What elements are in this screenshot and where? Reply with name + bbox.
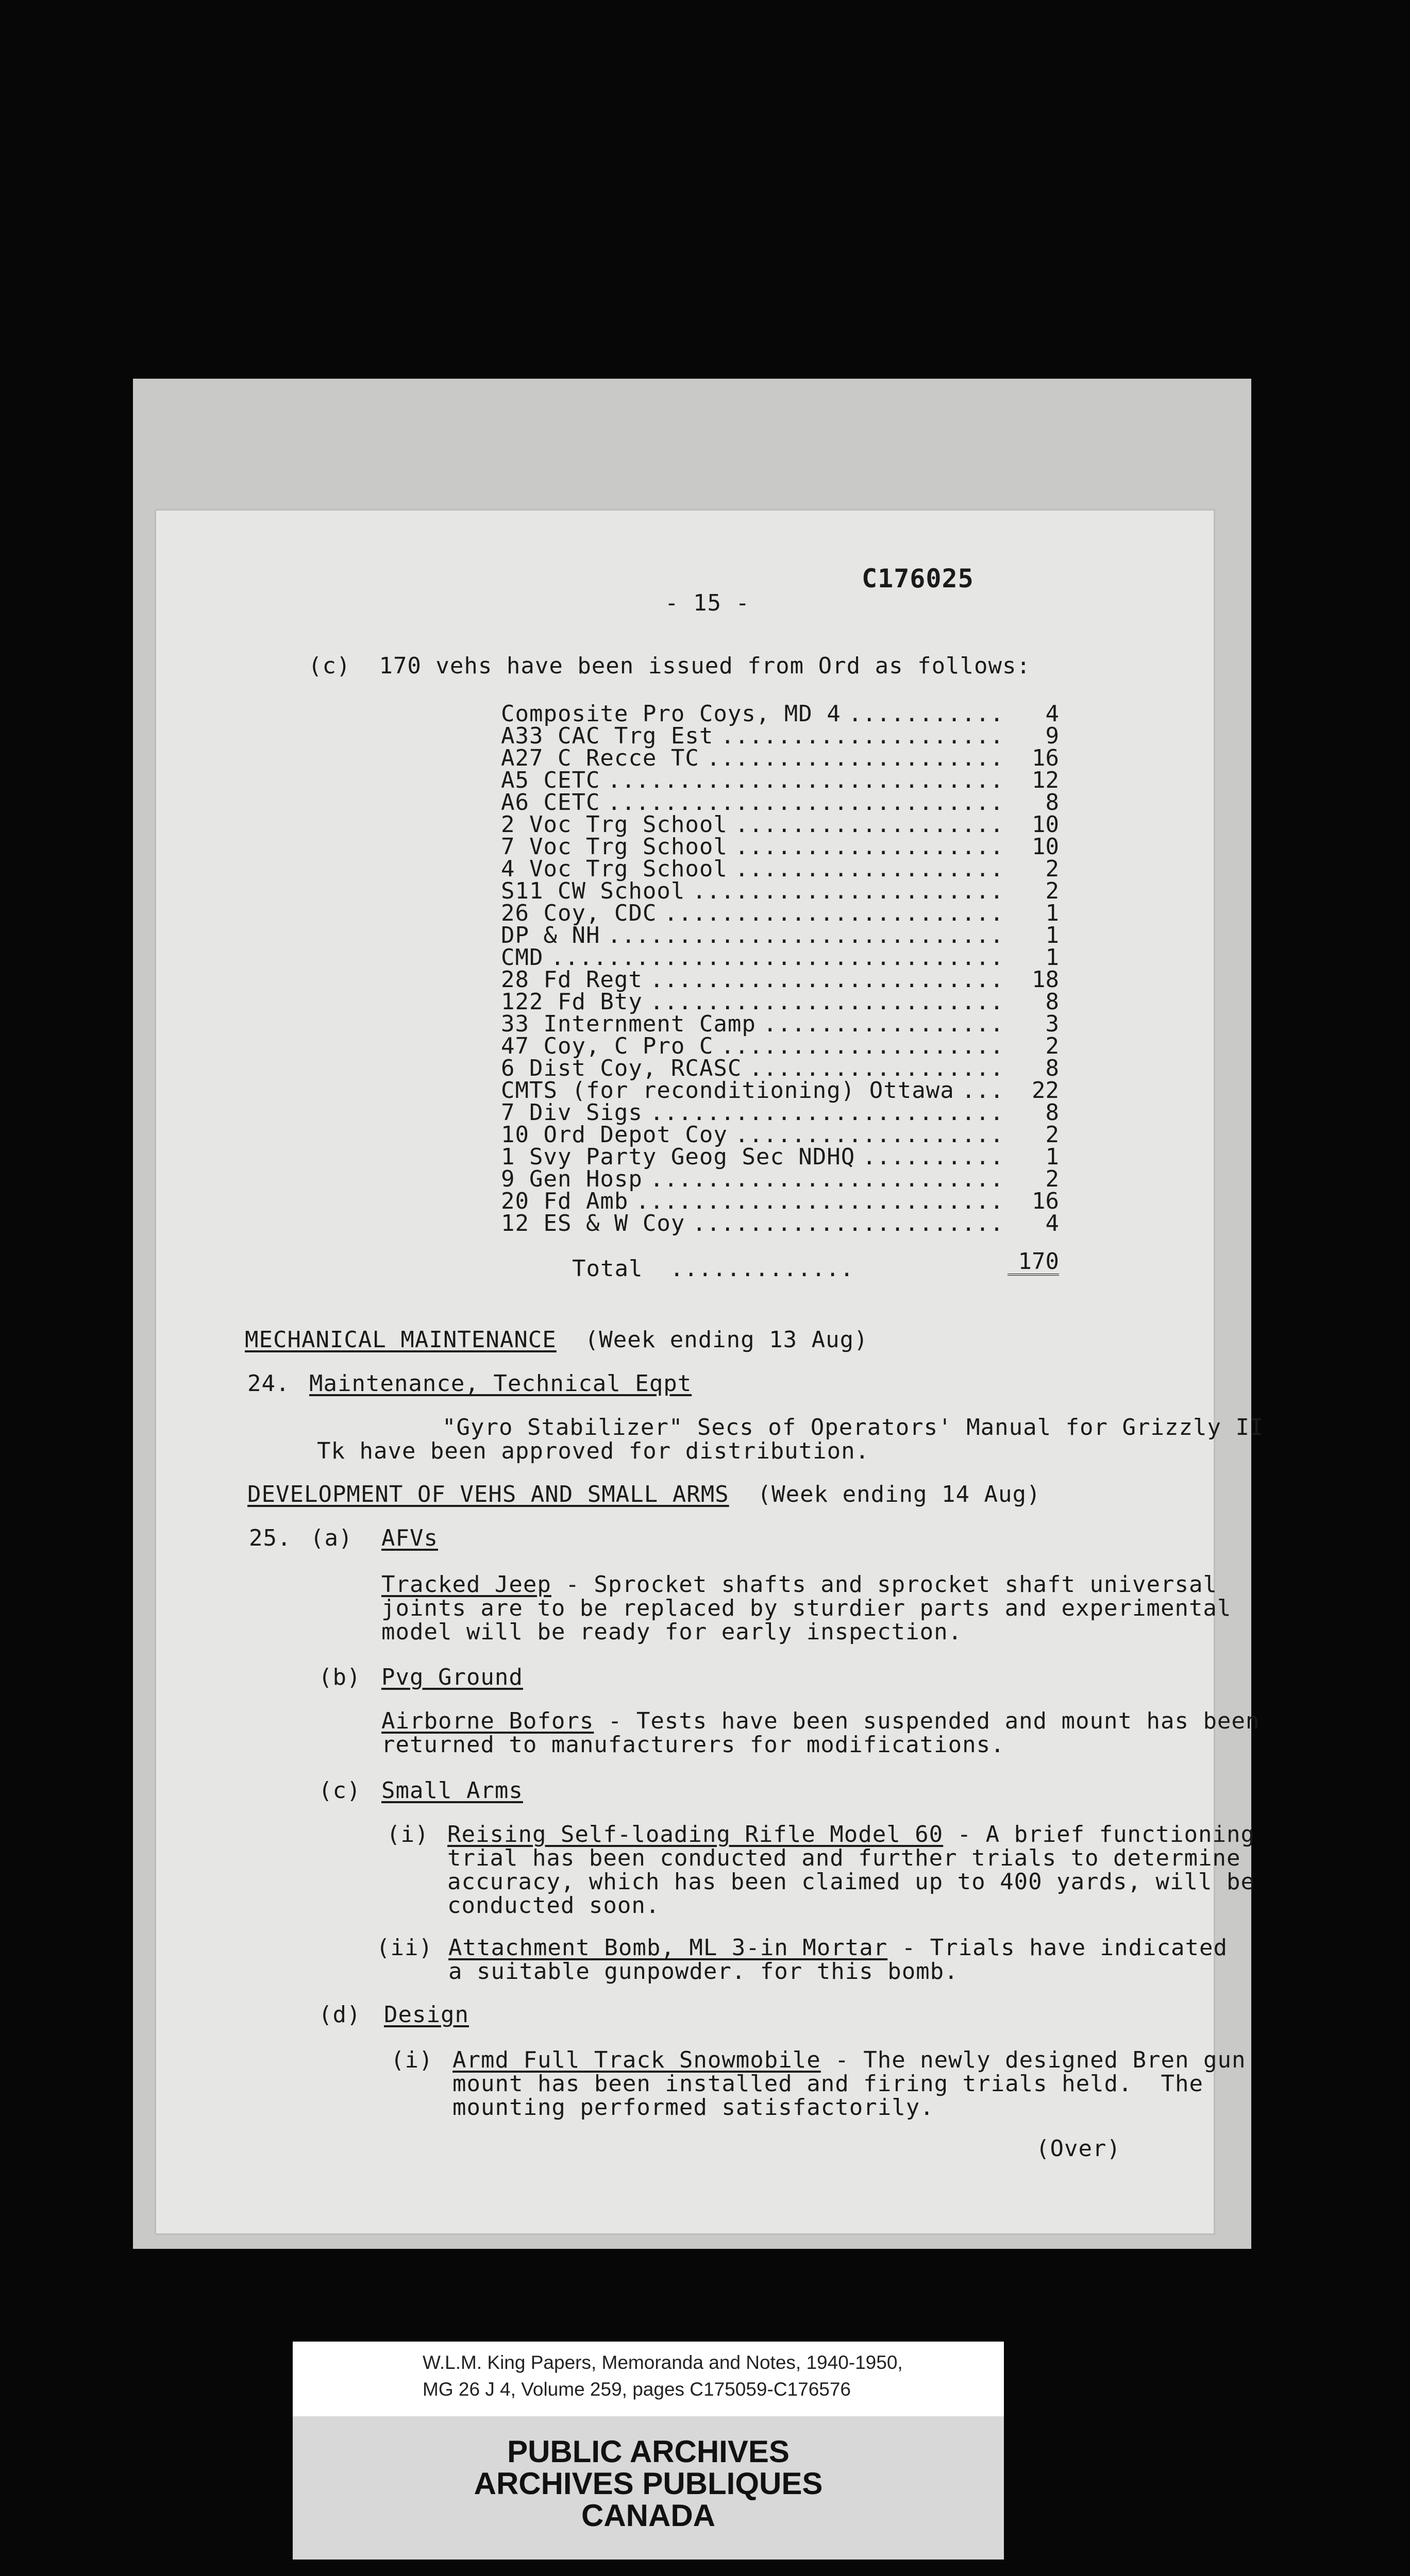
issue-quantity: 1 xyxy=(1045,922,1059,948)
issue-quantity: 1 xyxy=(1045,1144,1059,1170)
issue-leader: ......................... xyxy=(650,967,1004,993)
stamp-line-2: ARCHIVES PUBLIQUES xyxy=(474,2466,823,2501)
issue-quantity: 4 xyxy=(1045,1210,1059,1236)
archive-reference-line-2: MG 26 J 4, Volume 259, pages C175059-C176576 xyxy=(423,2379,851,2400)
mechanical-maintenance-heading xyxy=(245,1328,868,1352)
stamp-line-1: PUBLIC ARCHIVES xyxy=(507,2434,790,2469)
total-leader: ............. xyxy=(670,1256,854,1282)
issue-unit: 7 Div Sigs xyxy=(501,1099,643,1126)
issue-quantity: 8 xyxy=(1045,789,1059,816)
document-page xyxy=(155,509,1264,2235)
sub-c-i-text: - A brief functioning xyxy=(943,1821,1255,1848)
para-24-text: "Gyro Stabilizer" Secs of Operators' Manual for Grizzly II xyxy=(442,1414,1264,1440)
issue-leader: ............................ xyxy=(607,767,1004,793)
page-number: - 15 - xyxy=(665,590,750,616)
para-24-number: 24. xyxy=(247,1370,290,1397)
issue-quantity: 8 xyxy=(1045,989,1059,1015)
para-24-title: Maintenance, Technical Eqpt xyxy=(309,1370,692,1397)
issue-leader: ...................... xyxy=(692,1210,1004,1236)
sub-c-i-text: accuracy, which has been claimed up to 400 yards, will be xyxy=(447,1869,1255,1895)
issue-unit: 26 Coy, CDC xyxy=(501,900,657,926)
mortar-bomb-title: Attachment Bomb, ML 3-in Mortar xyxy=(448,1935,888,1961)
issue-quantity: 8 xyxy=(1045,1055,1059,1081)
issue-unit: CMD xyxy=(501,944,544,971)
issue-quantity: 2 xyxy=(1045,1033,1059,1059)
issue-quantity: 12 xyxy=(1032,767,1059,793)
archive-reference-line-1: W.L.M. King Papers, Memoranda and Notes, 1940-1950, xyxy=(423,2352,903,2373)
sub-a-text: joints are to be replaced by sturdier parts and experimental xyxy=(381,1595,1232,1621)
issue-quantity: 18 xyxy=(1032,967,1059,993)
sub-c-i-text: conducted soon. xyxy=(447,1892,660,1919)
issue-quantity: 1 xyxy=(1045,900,1059,926)
issue-unit: 33 Internment Camp xyxy=(501,1011,756,1037)
archives-stamp xyxy=(293,2416,1004,2560)
document-number: C176025 xyxy=(862,564,974,594)
issue-leader: .......... xyxy=(862,1144,1004,1170)
sub-d-label: (d) xyxy=(318,2002,361,2028)
issue-leader: ...................... xyxy=(692,878,1004,904)
sub-b-text: - Tests have been suspended and mount has been xyxy=(594,1708,1260,1734)
sub-d-i-paragraph xyxy=(452,2048,1246,2072)
issue-leader: ......................... xyxy=(650,989,1004,1015)
issue-quantity: 2 xyxy=(1045,1166,1059,1192)
issue-unit: CMTS (for reconditioning) Ottawa xyxy=(501,1077,954,1104)
issue-unit: A27 C Recce TC xyxy=(501,745,699,771)
issue-quantity: 2 xyxy=(1045,878,1059,904)
sub-a-label: (a) xyxy=(310,1525,353,1551)
section-c-intro: (c) 170 vehs have been issued from Ord as follows: xyxy=(308,653,1031,679)
sub-c-i-text: trial has been conducted and further trials to determine xyxy=(447,1845,1241,1871)
issue-leader: ................................ xyxy=(550,944,1004,971)
para-25-number: 25. xyxy=(249,1525,292,1551)
issue-unit: 47 Coy, C Pro C xyxy=(501,1033,714,1059)
mechanical-week: (Week ending 13 Aug) xyxy=(584,1327,868,1353)
issue-leader: ......................... xyxy=(650,1166,1004,1192)
sub-b-title: Pvg Ground xyxy=(381,1664,523,1690)
issue-leader: .................... xyxy=(720,1033,1004,1059)
issue-unit: 6 Dist Coy, RCASC xyxy=(501,1055,742,1081)
sub-c-ii-label: (ii) xyxy=(376,1935,433,1961)
issue-leader: ................. xyxy=(763,1011,1004,1037)
sub-d-i-text: - The newly designed Bren gun xyxy=(820,2047,1246,2073)
development-week: (Week ending 14 Aug) xyxy=(757,1481,1041,1507)
issue-leader: ................... xyxy=(735,856,1004,882)
sub-d-title: Design xyxy=(384,2002,469,2028)
sub-d-i-text: mounting performed satisfactorily. xyxy=(452,2094,934,2121)
issue-leader: ..................... xyxy=(707,745,1004,771)
issue-leader: ............................ xyxy=(607,922,1004,948)
issue-unit: 10 Ord Depot Coy xyxy=(501,1122,728,1148)
issue-leader: ........................ xyxy=(664,900,1004,926)
issue-leader: ......................... xyxy=(650,1099,1004,1126)
sub-a-paragraph xyxy=(381,1573,1217,1597)
issue-unit: A6 CETC xyxy=(501,789,600,816)
issue-unit: A5 CETC xyxy=(501,767,600,793)
para-24-text: Tk have been approved for distribution. xyxy=(317,1438,870,1464)
development-title: DEVELOPMENT OF VEHS AND SMALL ARMS xyxy=(247,1481,729,1507)
issue-leader: ................... xyxy=(735,834,1004,860)
issue-leader: ............................ xyxy=(607,789,1004,816)
issue-leader: .................. xyxy=(749,1055,1004,1081)
sub-d-i-label: (i) xyxy=(391,2047,433,2073)
reising-rifle-title: Reising Self-loading Rifle Model 60 xyxy=(447,1821,944,1848)
issue-unit: A33 CAC Trg Est xyxy=(501,723,714,749)
stamp-line-3: CANADA xyxy=(581,2498,715,2533)
issue-leader: ................... xyxy=(735,811,1004,838)
issue-quantity: 10 xyxy=(1032,834,1059,860)
issue-leader: .................... xyxy=(720,723,1004,749)
issue-quantity: 9 xyxy=(1045,723,1059,749)
sub-b-paragraph xyxy=(381,1709,1260,1733)
issue-quantity: 3 xyxy=(1045,1011,1059,1037)
issue-quantity: 22 xyxy=(1032,1077,1059,1104)
issue-unit: 9 Gen Hosp xyxy=(501,1166,643,1192)
issue-unit: 2 Voc Trg School xyxy=(501,811,728,838)
sub-b-label: (b) xyxy=(318,1664,361,1690)
sub-a-text: model will be ready for early inspection. xyxy=(381,1619,963,1645)
sub-a-title: AFVs xyxy=(381,1525,438,1551)
sub-c-i-label: (i) xyxy=(387,1821,429,1848)
sub-c-label: (c) xyxy=(318,1777,361,1804)
development-heading xyxy=(247,1483,1040,1506)
sub-c-ii-text: a suitable gunpowder. for this bomb. xyxy=(448,1958,959,1985)
issue-quantity: 4 xyxy=(1045,701,1059,727)
sub-c-i-paragraph xyxy=(447,1823,1255,1846)
issue-leader: ................... xyxy=(735,1122,1004,1148)
over-note: (Over) xyxy=(1036,2136,1121,2162)
total-quantity: 170 xyxy=(1008,1250,1059,1276)
issue-quantity: 8 xyxy=(1045,1099,1059,1126)
issue-unit: DP & NH xyxy=(501,922,600,948)
sub-c-ii-text: - Trials have indicated xyxy=(887,1935,1228,1961)
airborne-bofors-title: Airborne Bofors xyxy=(381,1708,594,1734)
issue-leader: .......................... xyxy=(635,1188,1004,1214)
tracked-jeep-title: Tracked Jeep xyxy=(381,1571,551,1598)
total-label: Total xyxy=(572,1256,643,1282)
issue-quantity: 16 xyxy=(1032,1188,1059,1214)
sub-c-ii-paragraph xyxy=(448,1936,1228,1960)
issue-unit: 12 ES & W Coy xyxy=(501,1210,685,1236)
mechanical-maintenance-title: MECHANICAL MAINTENANCE xyxy=(245,1327,557,1353)
sub-d-i-text: mount has been installed and firing trials held. The xyxy=(452,2071,1203,2097)
issue-quantity: 10 xyxy=(1032,811,1059,838)
issue-unit: Composite Pro Coys, MD 4 xyxy=(501,701,841,727)
issue-unit: S11 CW School xyxy=(501,878,685,904)
issue-unit: 4 Voc Trg School xyxy=(501,856,728,882)
issue-quantity: 1 xyxy=(1045,944,1059,971)
issue-unit: 20 Fd Amb xyxy=(501,1188,629,1214)
snowmobile-title: Armd Full Track Snowmobile xyxy=(452,2047,821,2073)
sub-a-text: - Sprocket shafts and sprocket shaft universal xyxy=(551,1571,1217,1598)
issue-unit: 7 Voc Trg School xyxy=(501,834,728,860)
issue-leader: ........... xyxy=(848,701,1004,727)
issue-unit: 1 Svy Party Geog Sec NDHQ xyxy=(501,1144,855,1170)
issue-quantity: 2 xyxy=(1045,856,1059,882)
issue-leader: ... xyxy=(962,1077,1004,1104)
sub-c-title: Small Arms xyxy=(381,1777,523,1804)
issue-unit: 122 Fd Bty xyxy=(501,989,643,1015)
issue-unit: 28 Fd Regt xyxy=(501,967,643,993)
issue-quantity: 2 xyxy=(1045,1122,1059,1148)
sub-b-text: returned to manufacturers for modifications. xyxy=(381,1732,1005,1758)
issue-quantity: 16 xyxy=(1032,745,1059,771)
archive-reference-label xyxy=(293,2342,1004,2416)
